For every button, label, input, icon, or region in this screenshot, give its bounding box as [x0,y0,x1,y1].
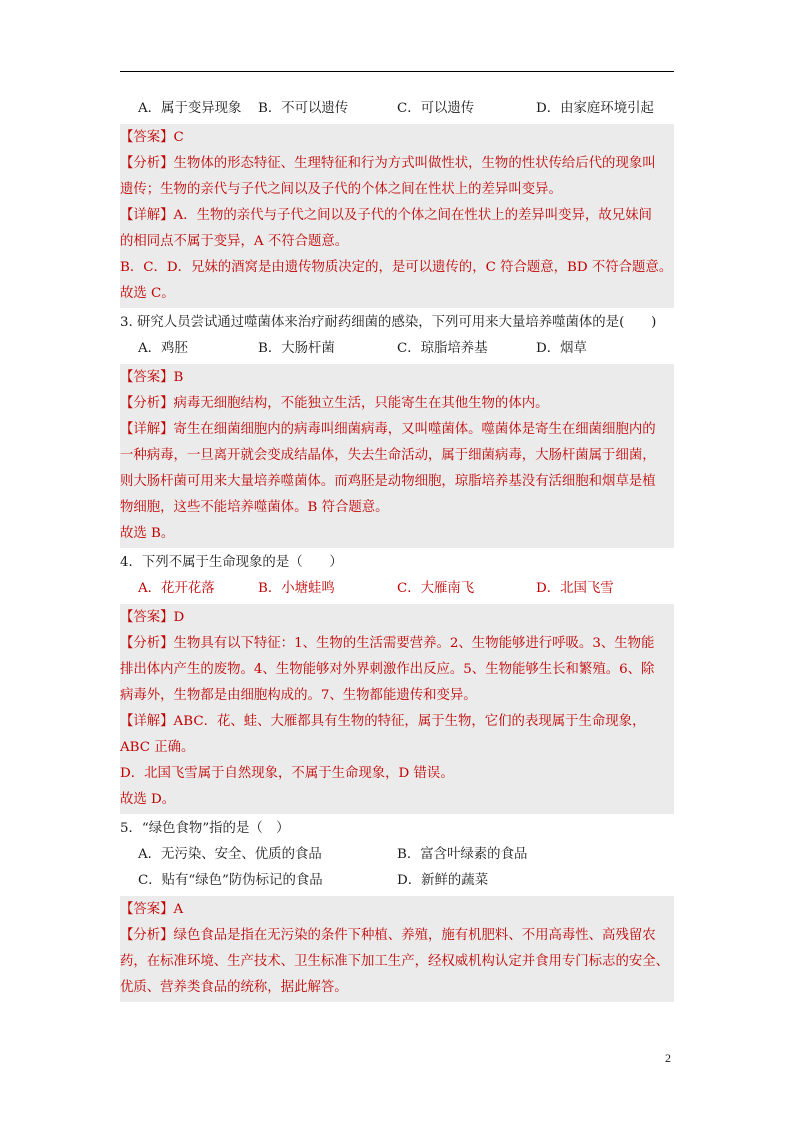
q4-detail-3: D．北国飞雪属于自然现象，不属于生命现象，D 错误。 [120,766,454,781]
q4-answer: 【答案】D [120,610,185,625]
page-number: 2 [665,1051,671,1065]
q3-detail-1: 【详解】寄生在细菌细胞内的病毒叫细菌病毒，又叫噬菌体。噬菌体是寄生在细菌细胞内的 [120,422,656,437]
q4-detail-2: ABC 正确。 [120,740,195,755]
q2-analysis-1: 【分析】生物体的形态特征、生理特征和行为方式叫做性状，生物的性状传给后代的现象叫 [120,156,656,171]
q5-analysis-3: 优质、营养类食品的统称，据此解答。 [120,980,348,995]
q3-options [120,336,674,362]
q5-analysis-1: 【分析】绿色食品是指在无污染的条件下种植、养殖，施有机肥料、不用高毒性、高残留农 [120,928,656,943]
q3-option-c: C．琼脂培养基 [397,341,488,356]
q4-stem: 4．下列不属于生命现象的是（ ） [120,555,343,570]
q4-analysis-2: 排出体内产生的废物。4、生物能够对外界刺激作出反应。5、生物能够生长和繁殖。6、除 [120,662,655,677]
q2-answer-block [120,124,674,308]
q4-conclusion: 故选 D。 [120,792,176,807]
q2-option-b: B．不可以遗传 [258,101,349,116]
q5-stem: 5．“绿色食物”指的是（ ） [120,821,290,836]
q5-option-a: A．无污染、安全、优质的食品 [138,847,322,862]
q4-options [120,576,674,602]
q3-option-a: A．鸡胚 [138,341,188,356]
q2-option-a: A．属于变异现象 [138,101,242,116]
q2-detail-3: B．C．D．兄妹的酒窝是由遗传物质决定的，是可以遗传的，C 符合题意，BD 不符合题意。 [120,260,673,275]
q2-option-d: D．由家庭环境引起 [536,101,654,116]
q5-option-b: B．富含叶绿素的食品 [397,847,528,862]
q2-analysis-2: 遗传；生物的亲代与子代之间以及子代的个体之间在性状上的差异叫变异。 [120,182,562,197]
q5-options-row-2 [120,868,674,894]
q5-options-row-1 [120,842,674,868]
q4-detail-1: 【详解】ABC．花、蛙、大雁都具有生物的特征，属于生物，它们的表现属于生命现象， [120,714,646,729]
q3-detail-4: 物细胞，这些不能培养噬菌体。B 符合题意。 [120,500,389,515]
q3-analysis: 【分析】病毒无细胞结构，不能独立生活，只能寄生在其他生物的体内。 [120,396,549,411]
header-rule [120,71,674,72]
q3-conclusion: 故选 B。 [120,526,175,541]
q4-option-c: C．大雁南飞 [397,581,475,596]
q2-options [120,96,674,122]
q2-detail-1: 【详解】A．生物的亲代与子代之间以及子代的个体之间在性状上的差异叫变异，故兄妹间 [120,208,652,223]
q2-answer: 【答案】C [120,130,184,145]
q4-answer-block [120,604,674,814]
q5-option-d: D．新鲜的蔬菜 [397,873,489,888]
q3-detail-2: 一种病毒，一旦离开就会变成结晶体，失去生命活动，属于细菌病毒，大肠杆菌属于细菌， [120,448,656,463]
q4-option-d: D．北国飞雪 [536,581,614,596]
q3-option-b: B．大肠杆菌 [258,341,335,356]
document-body [120,96,674,1004]
q3-stem: 3. 研究人员尝试通过噬菌体来治疗耐药细菌的感染，下列可用来大量培养噬菌体的是( ) [120,315,657,330]
q4-analysis-3: 病毒外，生物都是由细胞构成的。7、生物都能遗传和变异。 [120,688,477,703]
q2-conclusion: 故选 C。 [120,286,175,301]
q3-option-d: D．烟草 [536,341,587,356]
q2-detail-2: 的相同点不属于变异，A 不符合题意。 [120,234,349,249]
q3-detail-3: 则大肠杆菌可用来大量培养噬菌体。而鸡胚是动物细胞，琼脂培养基没有活细胞和烟草是植 [120,474,656,489]
q2-option-c: C．可以遗传 [397,101,475,116]
q4-option-a: A．花开花落 [138,581,215,596]
q4-option-b: B．小塘蛙鸣 [258,581,335,596]
q5-answer: 【答案】A [120,902,184,917]
q5-option-c: C．贴有“绿色”防伪标记的食品 [138,873,323,888]
q5-analysis-2: 药，在标准环境、生产技术、卫生标准下加工生产，经权威机构认定并食用专门标志的安全、 [120,954,670,969]
q5-answer-block [120,896,674,1002]
q3-answer: 【答案】B [120,370,184,385]
q4-analysis-1: 【分析】生物具有以下特征：1、生物的生活需要营养。2、生物能够进行呼吸。3、生物能 [120,636,655,651]
q3-answer-block [120,364,674,548]
